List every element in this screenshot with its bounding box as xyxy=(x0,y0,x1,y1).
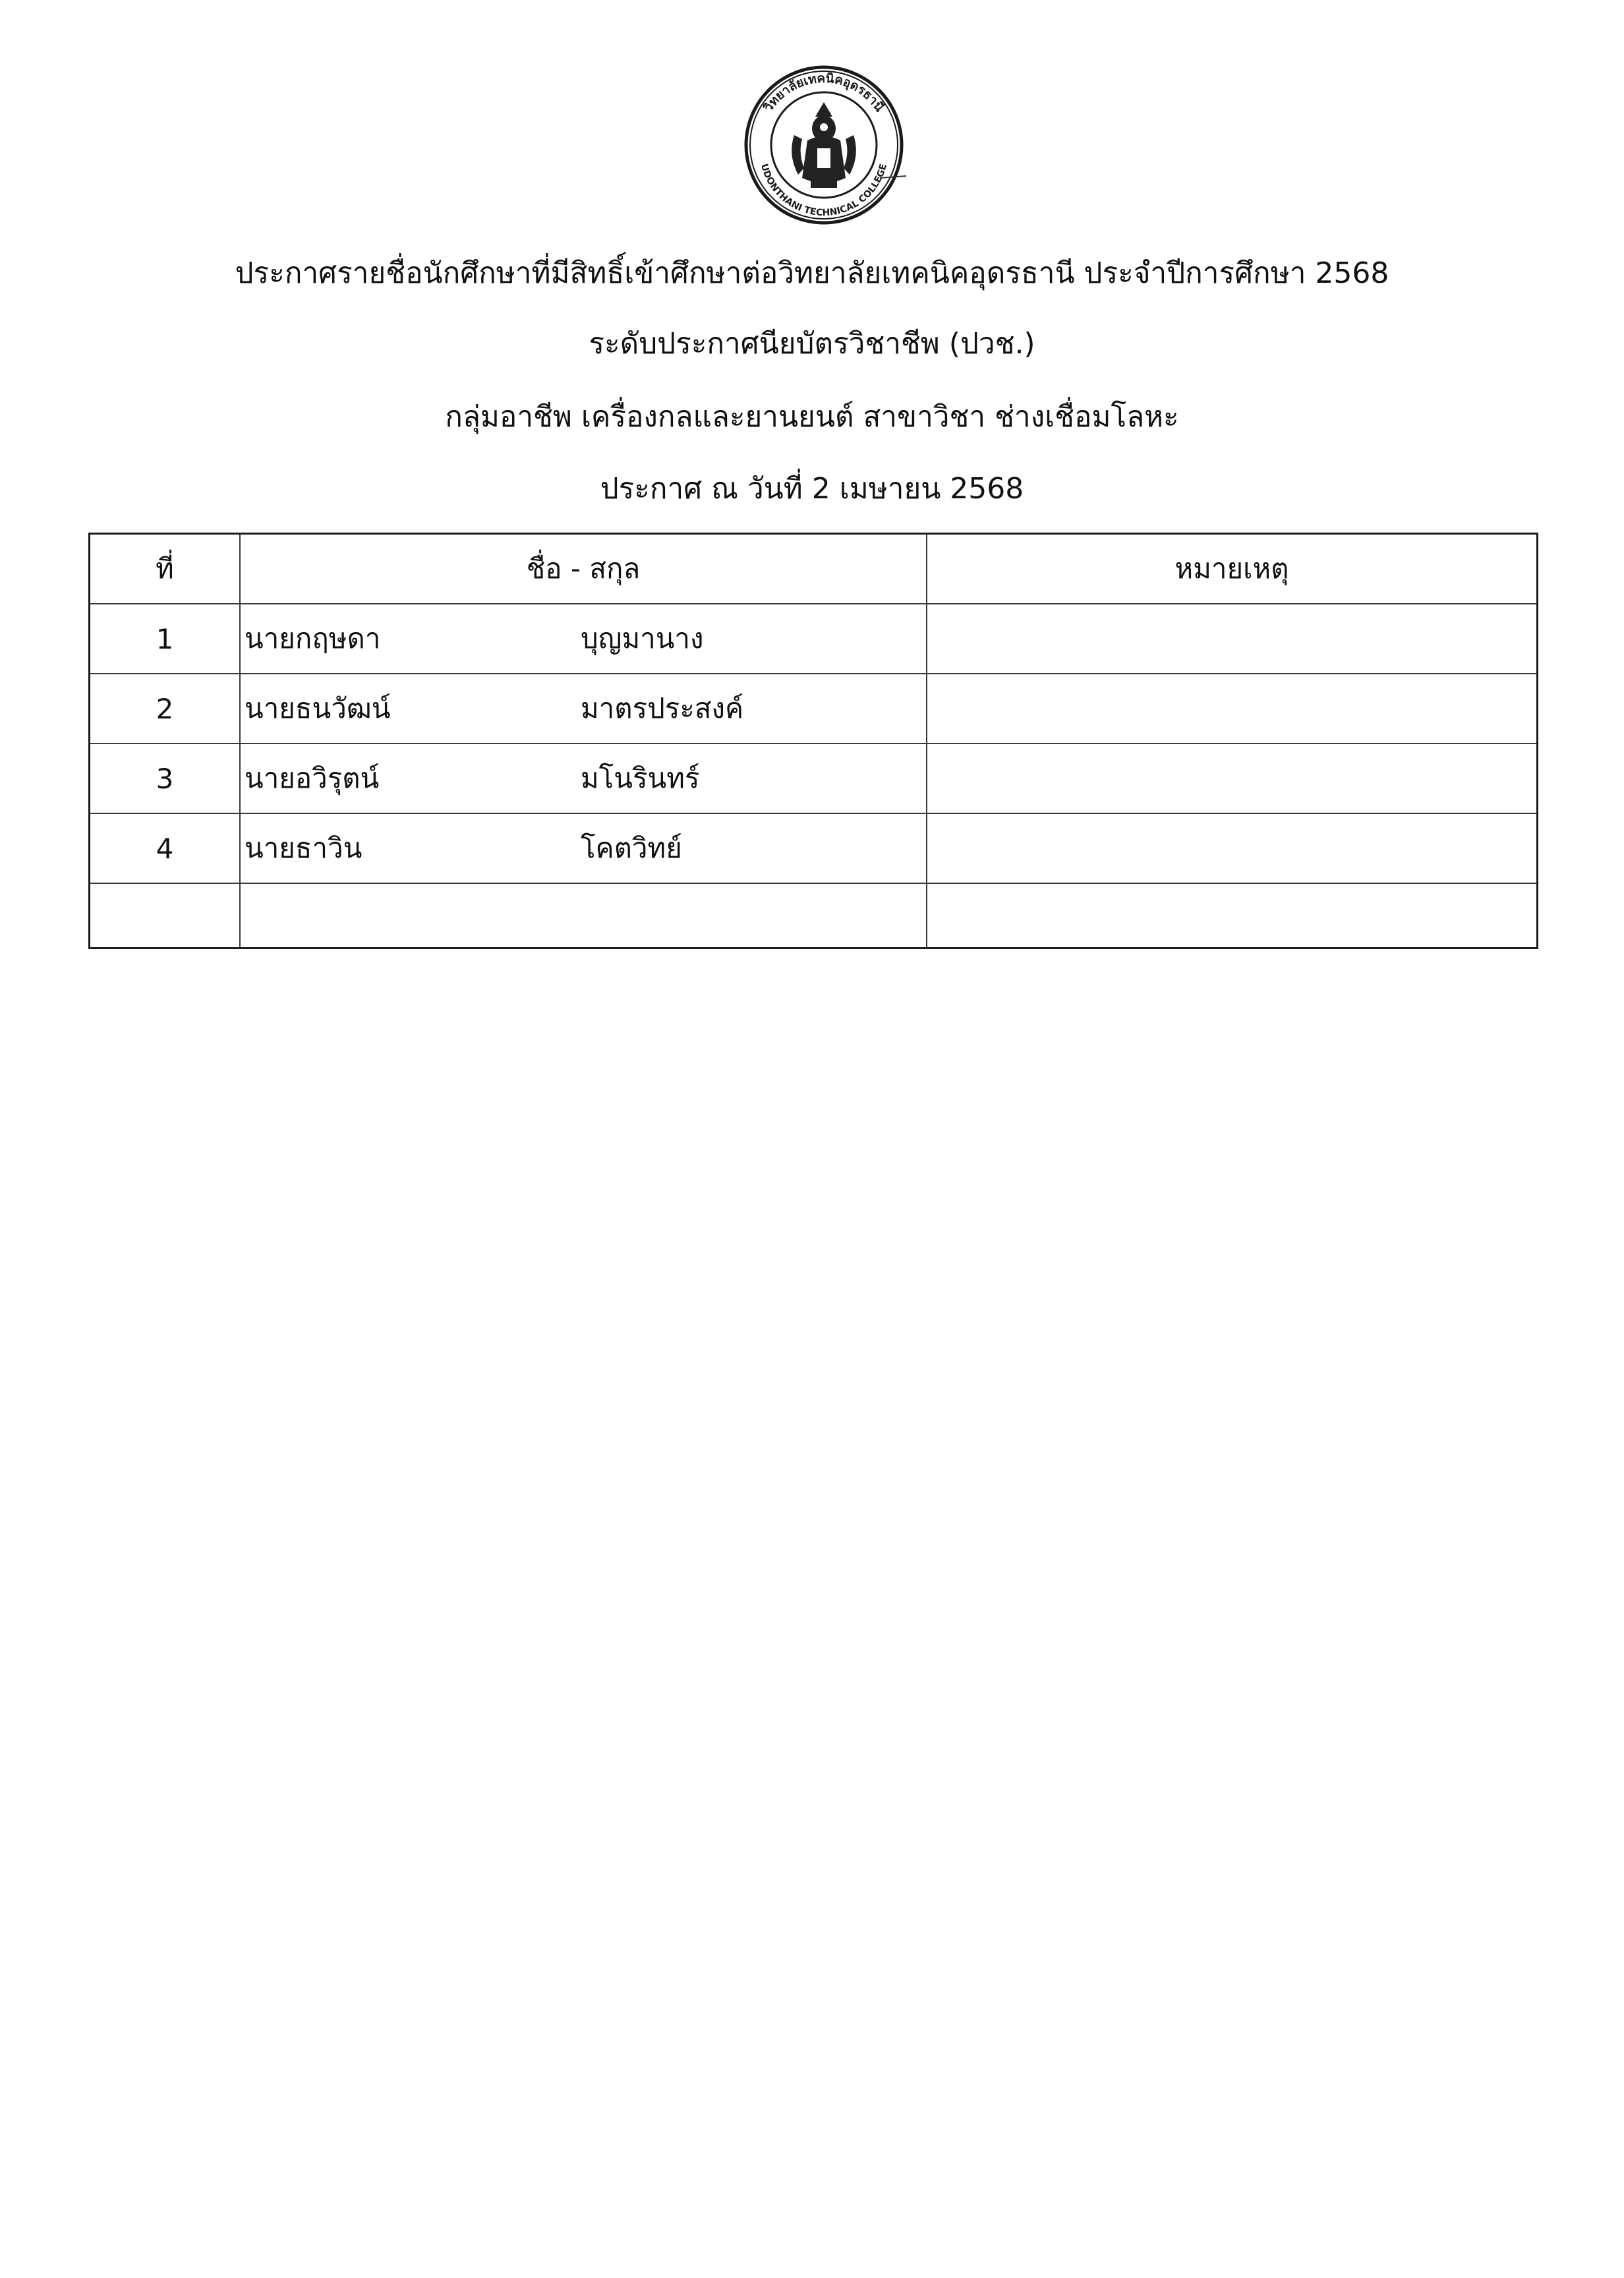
column-header-name: ชื่อ - สกุล xyxy=(240,534,927,604)
note-cell xyxy=(927,813,1538,883)
student-name-cell xyxy=(240,813,927,883)
svg-text:วิทยาลัยเทคนิคอุดรธานี: วิทยาลัยเทคนิคอุดรธานี xyxy=(761,71,887,115)
first-name: นายกฤษดา xyxy=(245,622,381,655)
table-row xyxy=(90,744,1538,813)
last-name: มโนรินทร์ xyxy=(581,762,700,794)
student-list-table xyxy=(88,533,1538,949)
table-row xyxy=(90,604,1538,674)
empty-cell xyxy=(90,883,241,949)
note-cell xyxy=(927,604,1538,674)
table-row-empty xyxy=(90,883,1538,949)
row-number: 1 xyxy=(90,604,241,674)
last-name: โคตวิทย์ xyxy=(581,832,682,864)
student-name-cell xyxy=(240,674,927,744)
first-name: นายอวิรุตน์ xyxy=(245,762,380,794)
column-header-no: ที่ xyxy=(90,534,241,604)
row-number: 2 xyxy=(90,674,241,744)
table-row xyxy=(90,813,1538,883)
last-name: มาตรประสงค์ xyxy=(581,692,744,724)
row-number: 3 xyxy=(90,744,241,813)
row-number: 4 xyxy=(90,813,241,883)
empty-cell xyxy=(240,883,927,949)
last-name: บุญมานาง xyxy=(581,622,704,655)
college-seal xyxy=(741,63,906,227)
svg-text:UDONTHANI TECHNICAL COLLEGE: UDONTHANI TECHNICAL COLLEGE xyxy=(759,162,889,219)
first-name: นายธาวิน xyxy=(245,832,362,864)
certificate-level: ระดับประกาศนียบัตรวิชาชีพ (ปวช.) xyxy=(589,327,1035,361)
student-name-cell xyxy=(240,604,927,674)
program-field: กลุ่มอาชีพ เครื่องกลและยานยนต์ สาขาวิชา ช่างเชื่อมโลหะ xyxy=(445,400,1179,434)
announcement-date: ประกาศ ณ วันที่ 2 เมษายน 2568 xyxy=(600,472,1024,506)
note-cell xyxy=(927,744,1538,813)
note-cell xyxy=(927,674,1538,744)
empty-cell xyxy=(927,883,1538,949)
announcement-title: ประกาศรายชื่อนักศึกษาที่มีสิทธิ์เข้าศึกษาต่อวิทยาลัยเทคนิคอุดรธานี ประจำปีการศึกษา 2568 xyxy=(235,256,1389,290)
column-header-note: หมายเหตุ xyxy=(927,534,1538,604)
table-header-row xyxy=(90,534,1538,604)
first-name: นายธนวัฒน์ xyxy=(245,692,391,724)
student-name-cell xyxy=(240,744,927,813)
table-row xyxy=(90,674,1538,744)
